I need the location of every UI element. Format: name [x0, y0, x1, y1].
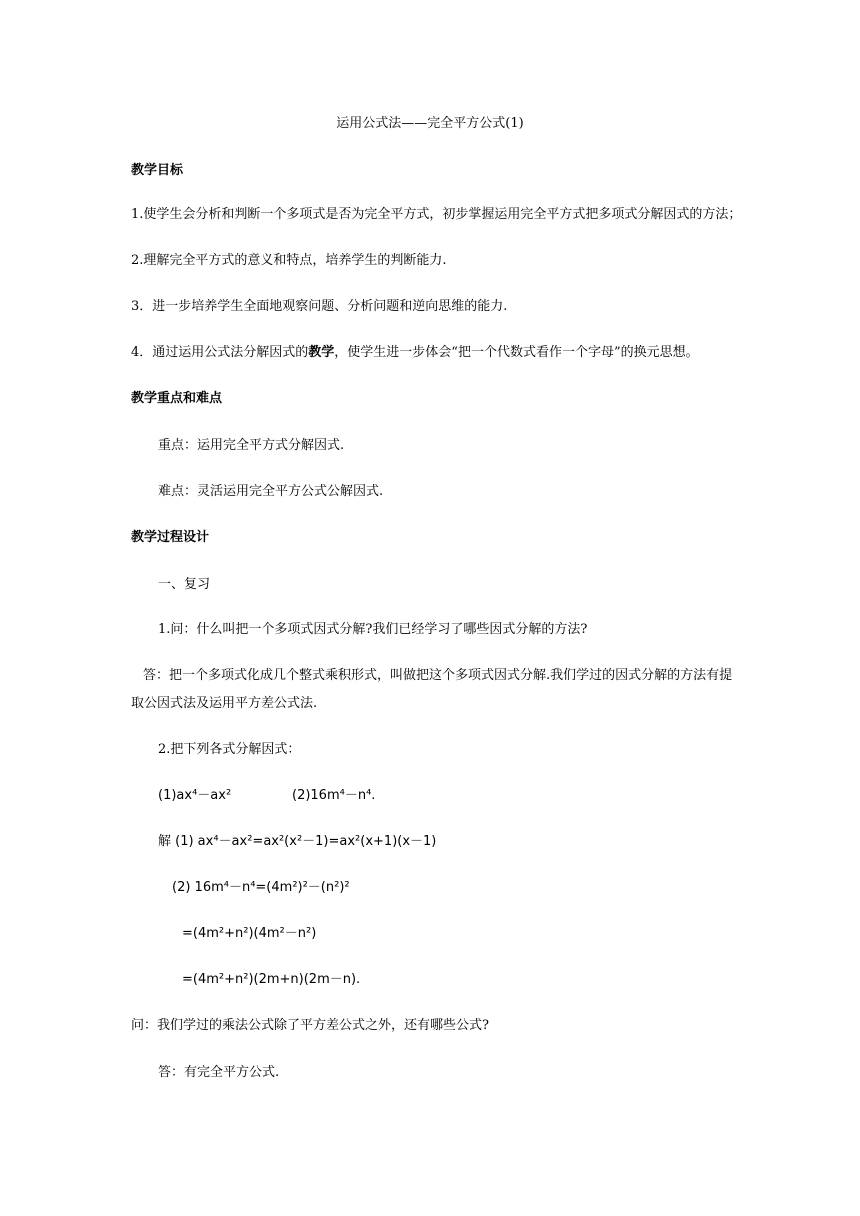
goal-item-4-prefix: 4．通过运用公式法分解因式的	[131, 345, 309, 360]
solution-2-step-2: =(4m²+n²)(4m²－n²)	[182, 926, 317, 941]
goal-item-3: 3．进一步培养学生全面地观察问题、分析问题和逆向思维的能力.	[131, 299, 508, 314]
goal-item-4-bold: 教学	[308, 345, 335, 360]
heading-key-points: 教学重点和难点	[131, 391, 223, 406]
solution-2-step-3: =(4m²+n²)(2m+n)(2m－n).	[182, 972, 361, 987]
goal-item-2: 2.理解完全平方式的意义和特点，培养学生的判断能力.	[131, 253, 447, 268]
solution-2-step-1: (2) 16m⁴－n⁴=(4m²)²－(n²)²	[172, 880, 350, 895]
solution-1: 解 (1) ax⁴－ax²=ax²(x²－1)=ax²(x+1)(x－1)	[158, 834, 437, 849]
exercise-2: (2)16m⁴－n⁴.	[292, 788, 376, 803]
question-1: 1.问：什么叫把一个多项式因式分解?我们已经学习了哪些因式分解的方法?	[158, 622, 588, 637]
answer-1-line-1: 答：把一个多项式化成几个整式乘积形式，叫做把这个多项式因式分解.我们学过的因式分解的方法有提	[143, 668, 733, 683]
key-point: 重点：运用完全平方式分解因式.	[158, 438, 345, 453]
review-label: 一、复习	[158, 577, 211, 592]
goal-item-4	[131, 344, 699, 362]
heading-process: 教学过程设计	[131, 530, 210, 545]
heading-teaching-goals: 教学目标	[131, 163, 184, 178]
answer-3: 答：有完全平方公式.	[158, 1065, 280, 1080]
difficult-point: 难点：灵活运用完全平方公式公解因式.	[158, 484, 384, 499]
goal-item-1: 1.使学生会分析和判断一个多项式是否为完全平方式，初步掌握运用完全平方式把多项式分解因式的方法；	[131, 207, 742, 222]
goal-item-4-suffix: ，使学生进一步体会“把一个代数式看作一个字母”的换元思想。	[334, 345, 699, 360]
document-title: 运用公式法——完全平方公式(1)	[336, 116, 524, 131]
question-3: 问：我们学过的乘法公式除了平方差公式之外，还有哪些公式?	[131, 1018, 489, 1033]
question-2: 2.把下列各式分解因式：	[158, 742, 301, 757]
answer-1-line-2: 取公因式法及运用平方差公式法.	[131, 696, 318, 711]
exercise-1: (1)ax⁴－ax²	[158, 788, 232, 803]
